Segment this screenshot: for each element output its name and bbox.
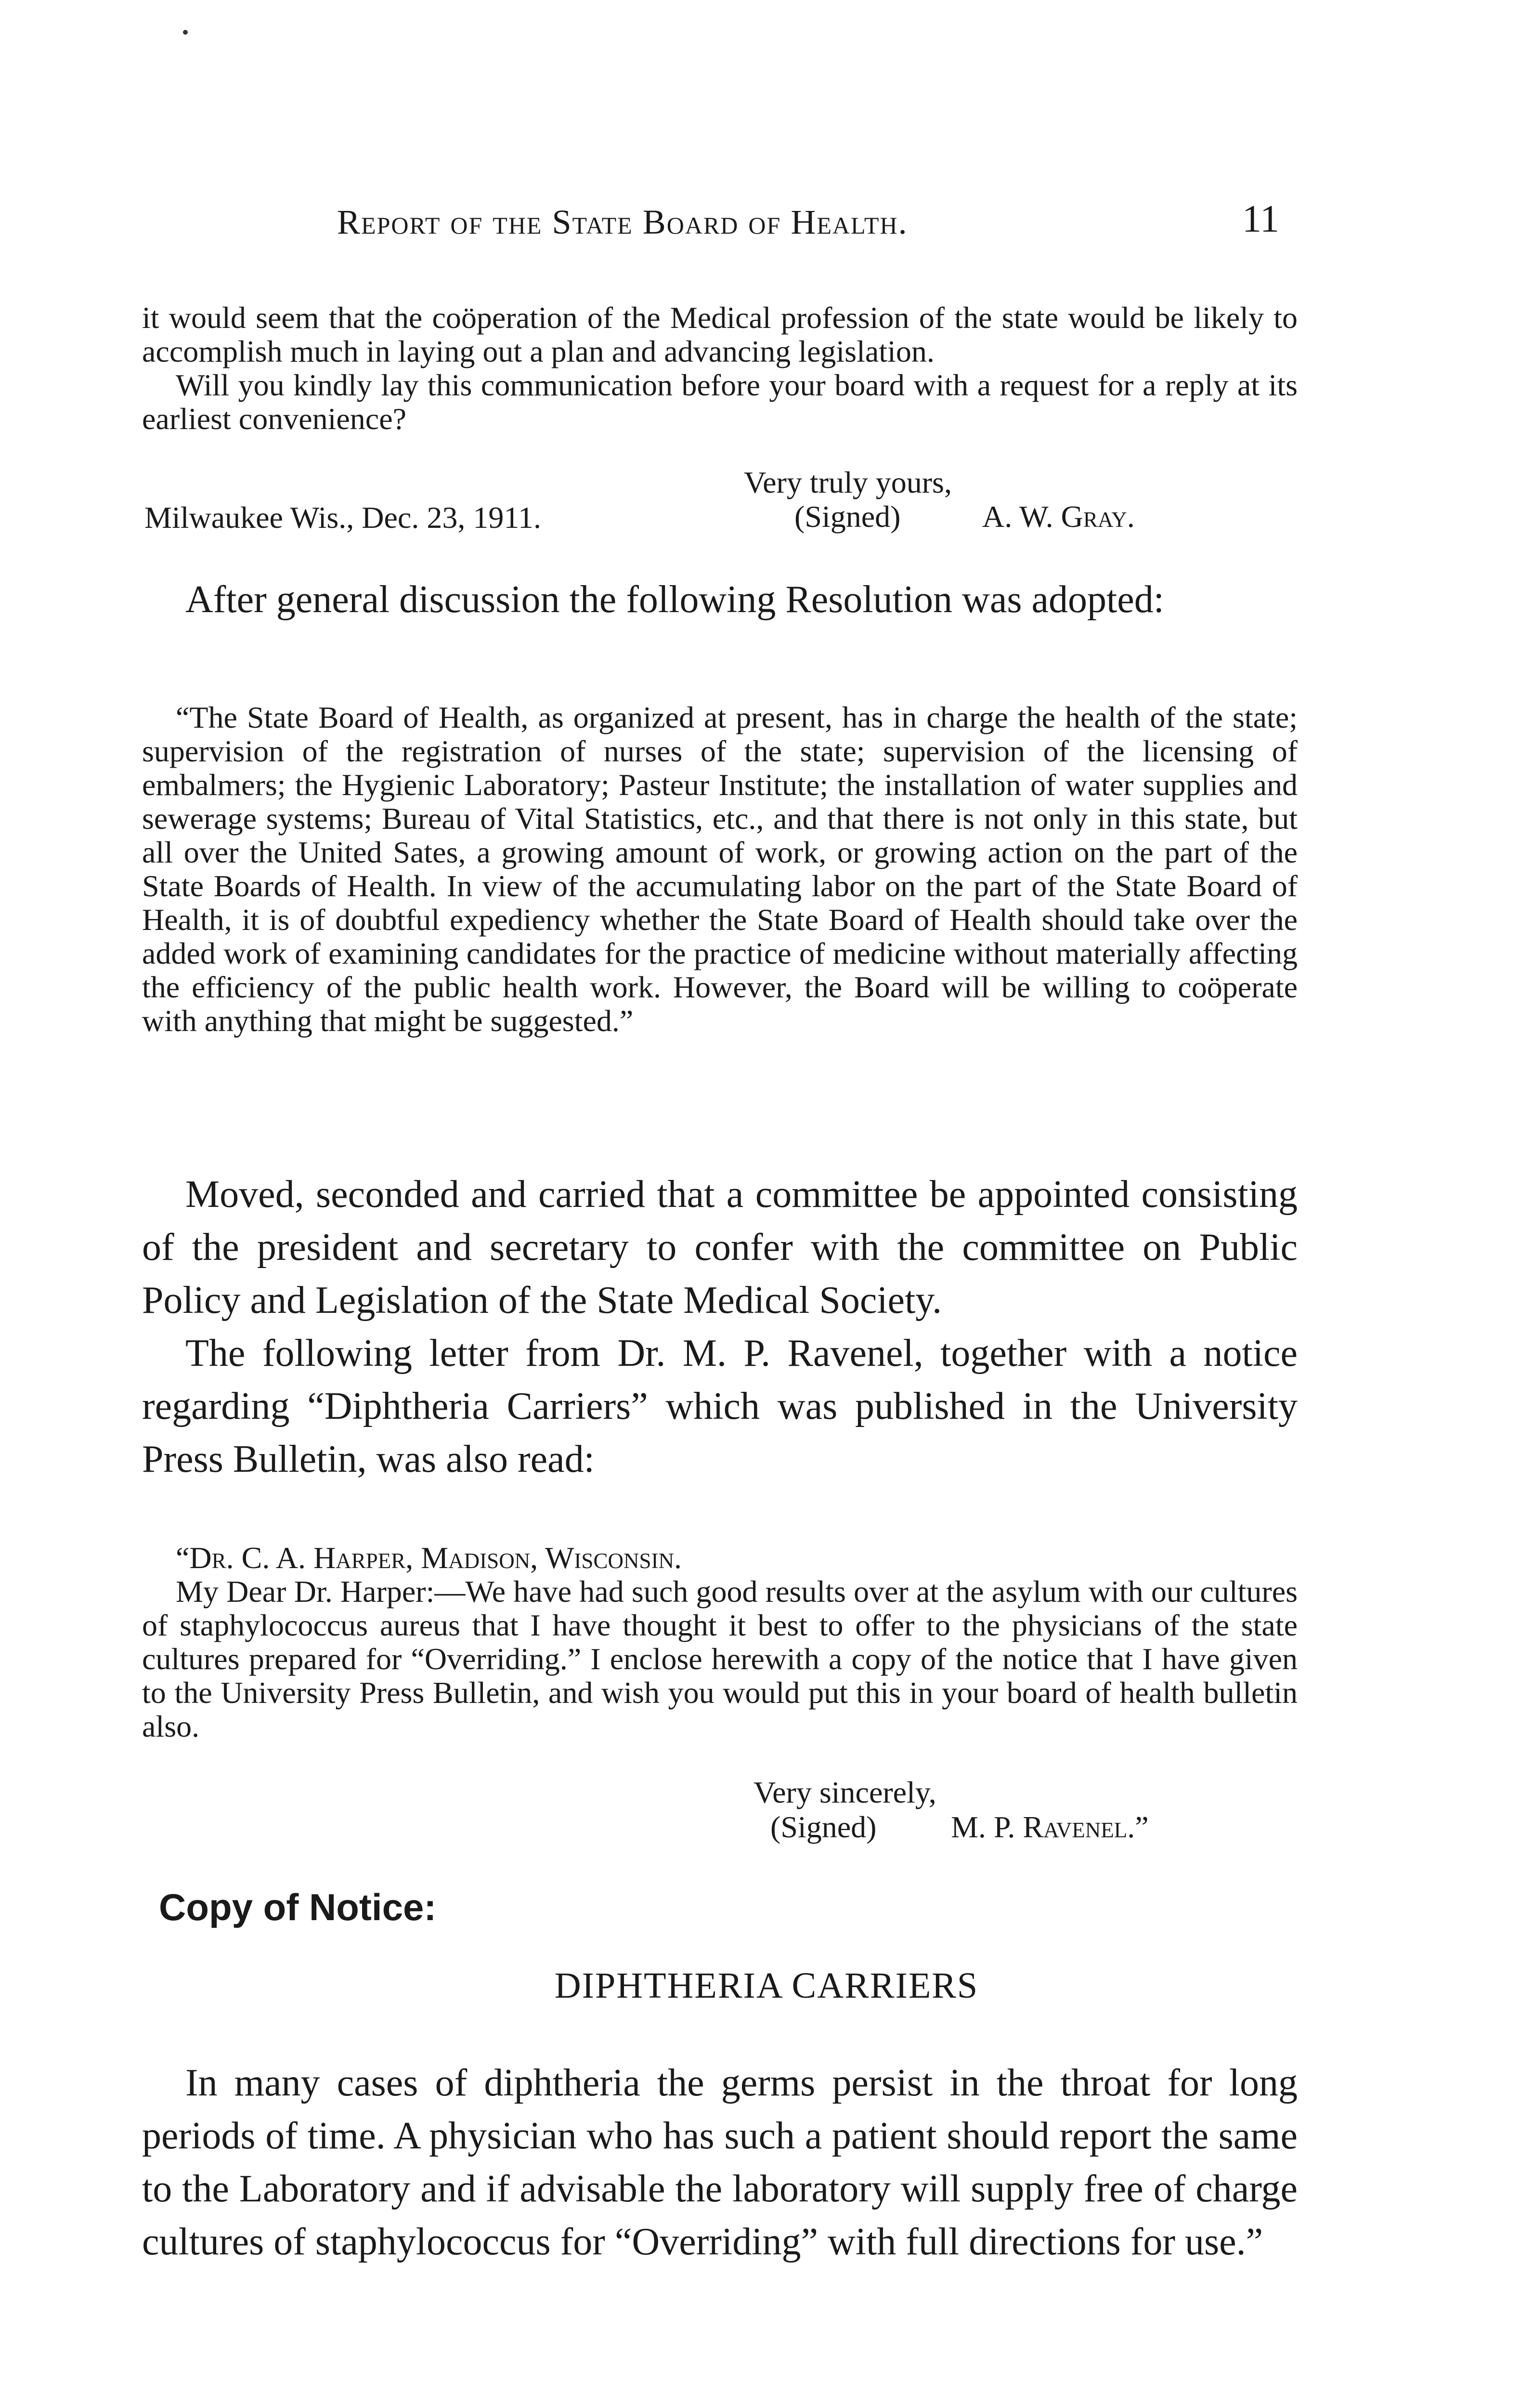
gray-letter-signer: A. W. Gray. [982, 499, 1135, 534]
page-number: 11 [1242, 198, 1280, 240]
gray-letter-paragraph-2: Will you kindly lay this communication before your board with a request for a reply at its earliest convenience? [142, 368, 1298, 436]
gray-letter-paragraph-1: it would seem that the coöperation of the Medical profession of the state would be likely to accomplish much in laying out a plan and advancing legislation. [142, 301, 1298, 368]
gray-letter-place-date: Milwaukee Wis., Dec. 23, 1911. [144, 500, 541, 535]
ravenel-letter-closing: Very sincerely, [754, 1775, 936, 1809]
ravenel-letter [142, 1541, 1298, 1743]
ravenel-letter-body: My Dear Dr. Harper:—We have had such good results over at the asylum with our cultures of staphylococcus aureus that I have thought it best to offer to the physicians of the state cultures prepared for “Overriding.” I enclose herewith a copy of the notice that I have given to the University Press Bulletin, and wish you would put this in your board of health bulletin also. [142, 1574, 1298, 1743]
resolution-quote-text: “The State Board of Health, as organized at present, has in charge the health of the state; supervision of the registration of nurses of the state; supervision of the licensing of embalmers; the Hygienic Laboratory; Pasteur Institute; the installation of water supplies and sewerage systems; Bureau of Vital Statistics, etc., and that there is not only in this state, but all over the United Sates, a growing amount of work, or growing action on the part of the State Boards of Health. In view of the accumulating labor on the part of the State Board of Health, it is of doubtful expediency whether the State Board of Health should take over the added work of examining candidates for the practice of medicine without materially affecting the efficiency of the public health work. However, the Board will be willing to coöperate with anything that might be suggested.” [142, 700, 1298, 1038]
gray-letter-signed: (Signed) [794, 499, 901, 534]
minutes-text [142, 1168, 1298, 1486]
notice-body [142, 2056, 1298, 2268]
print-speck [183, 30, 188, 35]
following-letter-intro: The following letter from Dr. M. P. Ravenel, together with a notice regarding “Diphtheria Carriers” which was published in the University Press Bulletin, was also read: [142, 1332, 1298, 1480]
resolution-intro-text: After general discussion the following Resolution was adopted: [185, 578, 1164, 621]
ravenel-letter-signed: (Signed) [770, 1810, 877, 1844]
resolution-quote [142, 701, 1298, 1038]
copy-of-notice-heading: Copy of Notice: [159, 1886, 437, 1928]
notice-body-text: In many cases of diphtheria the germs persist in the throat for long periods of time. A physician who has such a patient should report the same to the Laboratory and if advisable the laboratory will supply free of charge cultures of staphylococcus for “Overriding” with full directions for use.” [142, 2062, 1298, 2263]
gray-letter-closing: Very truly yours, [744, 465, 952, 499]
running-head: Report of the State Board of Health. [337, 203, 908, 241]
notice-title: DIPHTHERIA CARRIERS [554, 1965, 979, 2006]
motion-paragraph: Moved, seconded and carried that a committee be appointed consisting of the president and secretary to confer with the committee on Public Policy and Legislation of the State Medical Society. [142, 1173, 1298, 1322]
ravenel-letter-signer: M. P. Ravenel.” [951, 1810, 1149, 1844]
gray-letter [142, 301, 1298, 436]
resolution-intro [142, 573, 1298, 626]
ravenel-letter-address: “Dr. C. A. Harper, Madison, Wisconsin. [176, 1541, 682, 1575]
